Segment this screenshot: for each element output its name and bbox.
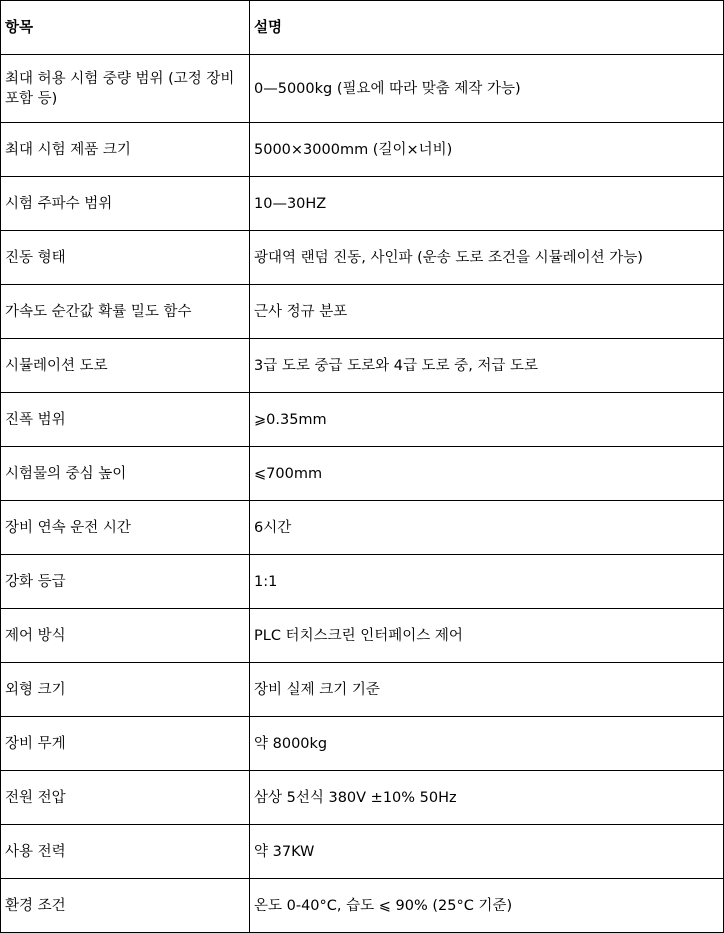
table-row: [1, 609, 724, 663]
row-description: ⩽700mm: [250, 447, 724, 501]
row-item: 제어 방식: [1, 609, 250, 663]
row-item: 외형 크기: [1, 663, 250, 717]
table-row: [1, 55, 724, 123]
row-item: 최대 허용 시험 중량 범위 (고정 장비 포함 등): [1, 55, 250, 123]
table-row: [1, 393, 724, 447]
row-description: PLC 터치스크린 인터페이스 제어: [250, 609, 724, 663]
row-description: 6시간: [250, 501, 724, 555]
row-description: 약 37KW: [250, 825, 724, 879]
table-row: [1, 501, 724, 555]
table-row: [1, 231, 724, 285]
table-row: [1, 879, 724, 933]
row-item: 전원 전압: [1, 771, 250, 825]
row-description: 5000×3000mm (길이×너비): [250, 123, 724, 177]
row-item: 시험물의 중심 높이: [1, 447, 250, 501]
row-description: 3급 도로 중급 도로와 4급 도로 중, 저급 도로: [250, 339, 724, 393]
row-description: ⩾0.35mm: [250, 393, 724, 447]
row-description: 10—30HZ: [250, 177, 724, 231]
table-row: [1, 177, 724, 231]
row-description: 광대역 랜덤 진동, 사인파 (운송 도로 조건을 시뮬레이션 가능): [250, 231, 724, 285]
table-header-row: [1, 1, 724, 55]
table-row: [1, 771, 724, 825]
header-description: 설명: [250, 1, 724, 55]
row-description: 0—5000kg (필요에 따라 맞춤 제작 가능): [250, 55, 724, 123]
table-row: [1, 339, 724, 393]
row-description: 근사 정규 분포: [250, 285, 724, 339]
row-description: 약 8000kg: [250, 717, 724, 771]
row-item: 환경 조건: [1, 879, 250, 933]
table-row: [1, 663, 724, 717]
row-item: 강화 등급: [1, 555, 250, 609]
row-item: 시험 주파수 범위: [1, 177, 250, 231]
row-item: 진동 형태: [1, 231, 250, 285]
row-item: 장비 연속 운전 시간: [1, 501, 250, 555]
row-item: 사용 전력: [1, 825, 250, 879]
row-item: 최대 시험 제품 크기: [1, 123, 250, 177]
row-item: 가속도 순간값 확률 밀도 함수: [1, 285, 250, 339]
table-row: [1, 123, 724, 177]
row-description: 삼상 5선식 380V ±10% 50Hz: [250, 771, 724, 825]
row-description: 1:1: [250, 555, 724, 609]
table-row: [1, 825, 724, 879]
row-item: 진폭 범위: [1, 393, 250, 447]
table-row: [1, 555, 724, 609]
row-description: 장비 실제 크기 기준: [250, 663, 724, 717]
table-row: [1, 285, 724, 339]
table-row: [1, 447, 724, 501]
header-item: 항목: [1, 1, 250, 55]
row-description: 온도 0-40°C, 습도 ⩽ 90% (25°C 기준): [250, 879, 724, 933]
row-item: 시뮬레이션 도로: [1, 339, 250, 393]
row-item: 장비 무게: [1, 717, 250, 771]
table-row: [1, 717, 724, 771]
